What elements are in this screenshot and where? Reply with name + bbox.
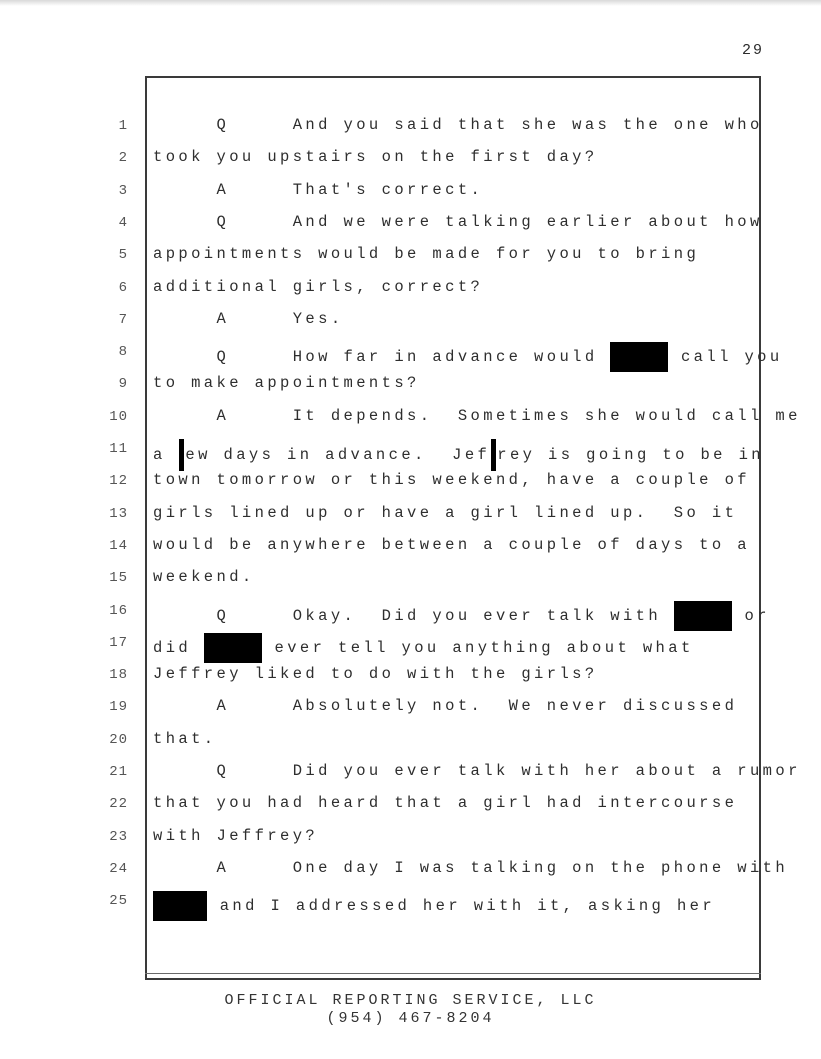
line-number: 23: [109, 828, 128, 845]
transcript-line: [0, 859, 821, 891]
line-text: [153, 278, 483, 296]
line-text: [153, 310, 344, 328]
line-number: 1: [118, 118, 128, 134]
line-text-segment: or: [731, 606, 770, 625]
line-text: [153, 891, 715, 921]
transcript-line: [0, 568, 821, 600]
line-text: [153, 665, 598, 683]
transcript-line: [0, 665, 821, 697]
transcript-line: [0, 601, 821, 633]
line-text-segment: A That's correct.: [153, 180, 484, 199]
line-number: 22: [109, 796, 128, 813]
transcript-line: [0, 439, 821, 471]
redaction-bar: [491, 439, 496, 471]
transcript-line: [0, 730, 821, 762]
transcript-line: [0, 213, 821, 245]
line-text-segment: Q And you said that she was the one who: [153, 116, 763, 134]
line-text: [153, 471, 750, 489]
line-text: [153, 601, 770, 631]
line-text: [153, 762, 801, 780]
transcript-line: [0, 181, 821, 213]
line-text: [153, 794, 737, 812]
line-number: 21: [109, 764, 128, 780]
redaction-block: [204, 633, 262, 663]
line-text-segment: girls lined up or have a girl lined up. So it: [153, 503, 738, 522]
line-number: 7: [118, 311, 128, 328]
line-text: [153, 407, 801, 425]
line-text-segment: Q Did you ever talk with her about a rumor: [153, 762, 801, 780]
line-text-segment: A One day I was talking on the phone with: [153, 858, 789, 877]
line-number: 6: [118, 279, 128, 296]
line-text-segment: A It depends. Sometimes she would call me: [153, 406, 801, 425]
scan-top-edge: [0, 0, 821, 6]
line-number: 13: [109, 505, 128, 522]
redaction-block: [153, 891, 207, 921]
line-number: 5: [118, 247, 128, 264]
line-text-segment: ew days in advance. Jef: [185, 446, 491, 465]
line-number: 25: [109, 893, 128, 910]
transcript-line: [0, 278, 821, 310]
line-number: 24: [109, 860, 128, 877]
line-number: 8: [118, 344, 128, 361]
transcript-line: [0, 504, 821, 536]
line-number: 4: [118, 214, 128, 231]
transcript-line: [0, 471, 821, 503]
line-text: [153, 568, 255, 586]
line-text-segment: that you had heard that a girl had intercourse: [153, 794, 738, 813]
line-number: 11: [109, 441, 128, 457]
line-text: [153, 374, 420, 392]
redaction-block: [610, 342, 668, 372]
line-text: [153, 504, 737, 522]
line-text-segment: a: [153, 446, 179, 465]
line-number: 19: [109, 699, 128, 716]
line-text: [153, 697, 737, 715]
transcript-line: [0, 310, 821, 342]
line-text-segment: ever tell you anything about what: [261, 638, 694, 657]
line-text-segment: would be anywhere between a couple of days to a: [153, 535, 750, 554]
line-text-segment: to make appointments?: [153, 374, 420, 393]
line-number: 12: [109, 473, 128, 490]
line-text-segment: rey is going to be in: [497, 446, 764, 465]
transcript-line: [0, 794, 821, 826]
transcript-line: [0, 536, 821, 568]
line-text-segment: town tomorrow or this weekend, have a couple of: [153, 471, 750, 490]
line-number: 9: [118, 376, 128, 393]
line-text: [153, 633, 694, 663]
transcript-line: [0, 827, 821, 859]
footer-phone: (954) 467-8204: [326, 1010, 495, 1027]
line-text: [153, 116, 763, 134]
line-number: 15: [109, 570, 128, 587]
transcript-line: [0, 697, 821, 729]
line-text: [153, 148, 598, 166]
redaction-block: [674, 601, 732, 631]
line-text: [153, 730, 217, 748]
redaction-bar: [179, 439, 184, 471]
line-text: [153, 213, 763, 231]
line-text-segment: call you: [668, 348, 783, 367]
footer-company: OFFICIAL REPORTING SERVICE, LLC: [224, 992, 597, 1009]
line-text-segment: A Absolutely not. We never discussed: [153, 697, 738, 716]
line-number: 14: [109, 537, 128, 554]
line-text-segment: with Jeffrey?: [153, 826, 319, 845]
frame-bottom-rule: [145, 973, 761, 974]
transcript-line: [0, 374, 821, 406]
line-number: 3: [118, 182, 128, 199]
line-number: 16: [109, 602, 128, 619]
line-number: 18: [109, 667, 128, 684]
line-text-segment: appointments would be made for you to bring: [153, 245, 700, 264]
line-text: [153, 181, 483, 199]
line-number: 17: [109, 634, 128, 651]
transcript-line: [0, 342, 821, 374]
line-text-segment: additional girls, correct?: [153, 277, 484, 296]
line-text-segment: Q How far in advance would: [153, 348, 611, 367]
line-text: [153, 536, 750, 554]
transcript-line: [0, 245, 821, 277]
line-text-segment: that.: [153, 729, 217, 748]
line-text-segment: did: [153, 638, 204, 657]
transcript-line: [0, 891, 821, 923]
line-number: 20: [109, 731, 128, 748]
line-text: [153, 827, 318, 845]
transcript-line: [0, 148, 821, 180]
line-text-segment: A Yes.: [153, 309, 344, 328]
transcript-line: [0, 116, 821, 148]
transcript-line: [0, 633, 821, 665]
transcript-line: [0, 407, 821, 439]
line-number: 10: [109, 408, 128, 425]
footer: [0, 992, 821, 1028]
line-text-segment: weekend.: [153, 568, 255, 587]
transcript-line: [0, 762, 821, 794]
line-text-segment: and I addressed her with it, asking her: [207, 897, 716, 916]
line-text: [153, 859, 788, 877]
line-text-segment: Q And we were talking earlier about how: [153, 212, 763, 231]
page-number: 29: [741, 42, 764, 59]
line-number: 2: [118, 150, 128, 167]
line-text-segment: Jeffrey liked to do with the girls?: [153, 665, 598, 684]
line-text-segment: took you upstairs on the first day?: [153, 148, 598, 167]
line-text: [153, 245, 699, 263]
line-text-segment: Q Okay. Did you ever talk with: [153, 606, 674, 625]
line-text: [153, 439, 764, 471]
line-text: [153, 342, 783, 372]
